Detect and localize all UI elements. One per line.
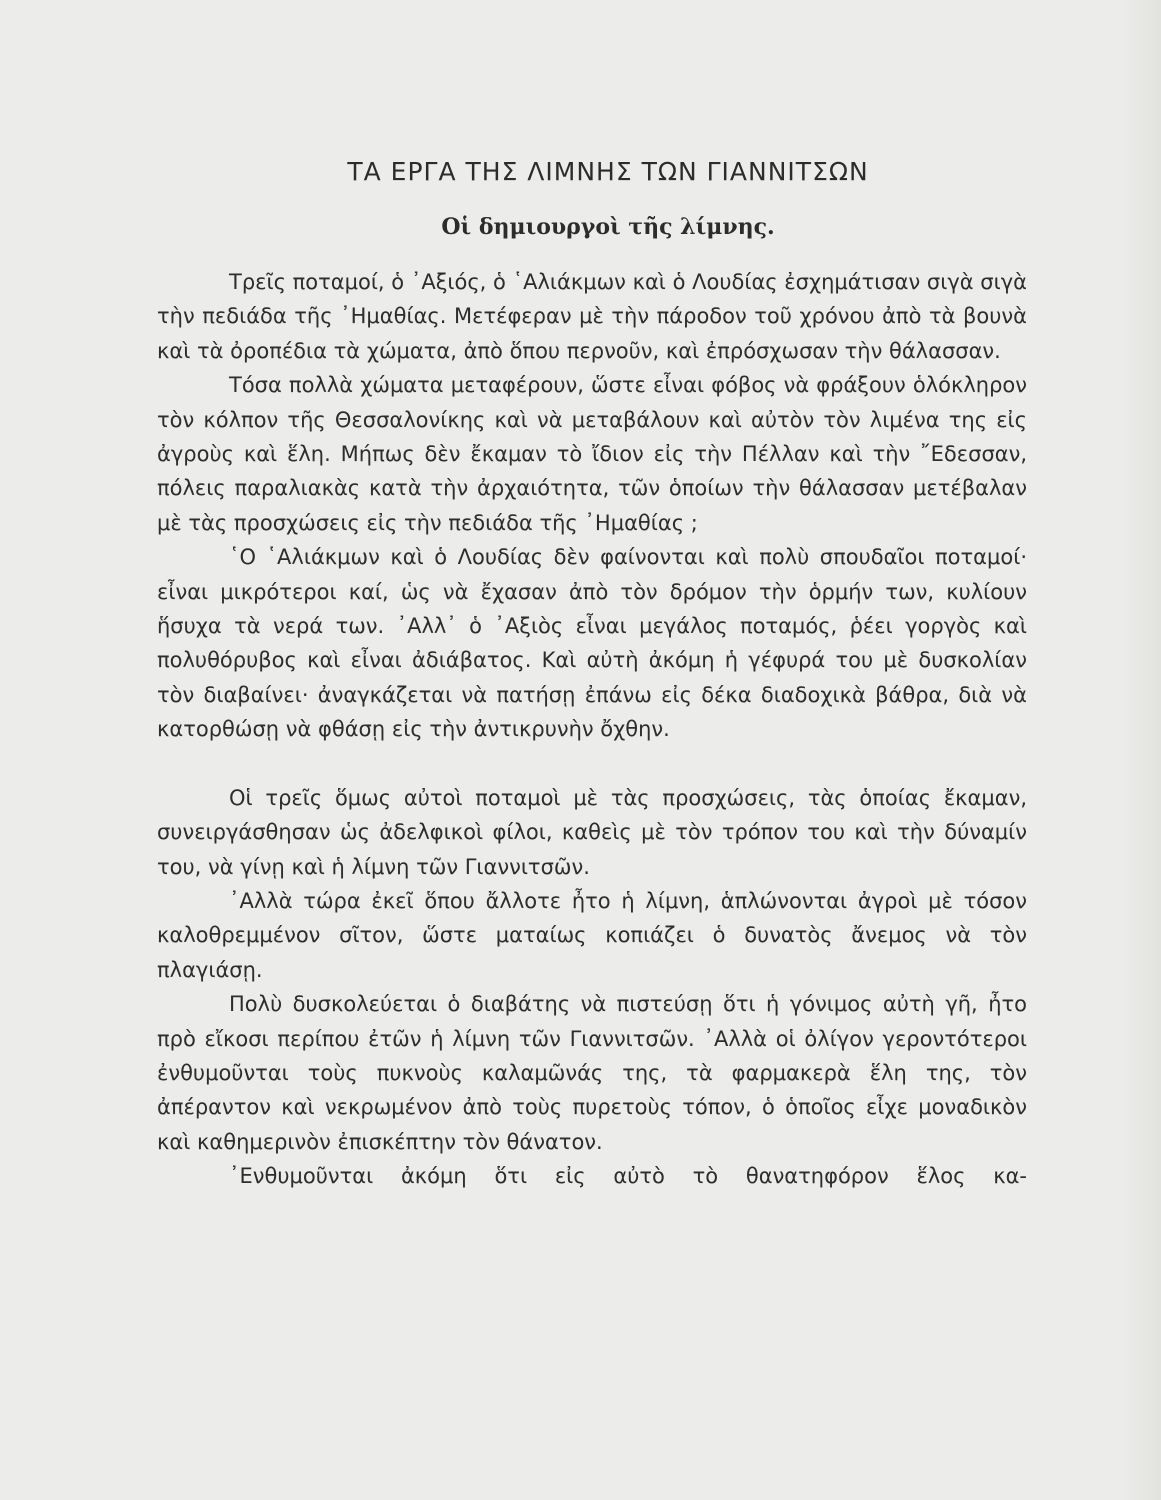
paragraph-4: Οἱ τρεῖς ὅμως αὐτοὶ ποταμοὶ μὲ τὰς προσχώσεις, τὰς ὁποίας ἔκαμαν, συνειργάσθησαν ὡς ἀδελφικοὶ φίλοι, καθεὶς μὲ τὸν τρόπον του καὶ τὴν δύναμίν του, νὰ γίνῃ καὶ ἡ λίμνη τῶν Γιαννιτσῶν. — [157, 785, 1027, 879]
paragraph-3: ῾Ο ῾Αλιάκμων καὶ ὁ Λουδίας δὲν φαίνονται καὶ πολὺ σπουδαῖοι ποταμοί· εἶναι μικρότεροι καί, ὡς νὰ ἔχασαν ἀπὸ τὸν δρόμον τὴν ὁρμήν των, κυλίουν ἥσυχα τὰ νερά των. ᾿Αλλ᾿ ὁ ᾿Αξιὸς εἶναι μεγάλος ποταμός, ῥέει γοργὸς καὶ πολυθόρυβος καὶ εἶναι ἀδιάβατος. Καὶ αὐτὴ ἀκόμη ἡ γέφυρά του μὲ δυσκολίαν τὸν διαβαίνει· ἀναγκάζεται νὰ πατήσῃ ἐπάνω εἰς δέκα διαδοχικὰ βάθρα, διὰ νὰ κατορθώσῃ νὰ φθάσῃ εἰς τὴν ἀντικρυνὴν ὄχθην. — [157, 545, 1027, 742]
paragraph-1: Τρεῖς ποταμοί, ὁ ᾿Αξιός, ὁ ῾Αλιάκμων καὶ ὁ Λουδίας ἐσχημάτισαν σιγὰ σιγὰ τὴν πεδιάδα τῆς ᾿Ημαθίας. Μετέφεραν μὲ τὴν πάροδον τοῦ χρόνου ἀπὸ τὰ βουνὰ καὶ τὰ ὀροπέδια τὰ χώματα, ἀπὸ ὅπου περνοῦν, καὶ ἐπρόσχωσαν τὴν θάλασσαν. — [157, 270, 1027, 363]
body-text — [157, 265, 1027, 1194]
paragraph-6: Πολὺ δυσκολεύεται ὁ διαβάτης νὰ πιστεύσῃ ὅτι ἡ γόνιμος αὐτὴ γῆ, ἦτο πρὸ εἴκοσι περίπου ἐτῶν ἡ λίμνη τῶν Γιαννιτσῶν. ᾿Αλλὰ οἱ ὀλίγον γεροντότεροι ἐνθυμοῦνται τοὺς πυκνοὺς καλαμῶνάς της, τὰ φαρμακερὰ ἕλη της, τὸν ἀπέραντον καὶ νεκρωμένον ἀπὸ τοὺς πυρετοὺς τόπον, ὁ ὁποῖος εἶχε μοναδικὸν καὶ καθημερινὸν ἐπισκέπτην τὸν θάνατον. — [157, 992, 1027, 1154]
page-title: ΤΑ ΕΡΓΑ ΤΗΣ ΛΙΜΝΗΣ ΤΩΝ ΓΙΑΝΝΙΤΣΩΝ — [347, 157, 869, 186]
paragraph-7: ᾿Ενθυμοῦνται ἀκόμη ὅτι εἰς αὐτὸ τὸ θανατηφόρον ἕλος κα- — [229, 1164, 1027, 1189]
paragraph-5: ᾿Αλλὰ τώρα ἐκεῖ ὅπου ἄλλοτε ἦτο ἡ λίμνη, ἁπλώνονται ἀγροὶ μὲ τόσον καλοθρεμμένον σῖτον, ὥστε ματαίως κοπιάζει ὁ δυνατὸς ἄνεμος νὰ τὸν πλαγιάσῃ. — [157, 888, 1027, 982]
section-subtitle: Οἱ δημιουργοὶ τῆς λίμνης. — [441, 214, 775, 240]
paragraph-2: Τόσα πολλὰ χώματα μεταφέρουν, ὥστε εἶναι φόβος νὰ φράξουν ὁλόκληρον τὸν κόλπον τῆς Θεσσαλονίκης καὶ νὰ μεταβάλουν καὶ αὐτὸν τὸν λιμένα της εἰς ἀγροὺς καὶ ἕλη. Μήπως δὲν ἔκαμαν τὸ ἴδιον εἰς τὴν Πέλλαν καὶ τὴν ῎Εδεσσαν, πόλεις παραλιακὰς κατὰ τὴν ἀρχαιότητα, τῶν ὁποίων τὴν θάλασσαν μετέβαλαν μὲ τὰς προσχώσεις εἰς τὴν πεδιάδα τῆς ᾿Ημαθίας ; — [157, 373, 1027, 535]
